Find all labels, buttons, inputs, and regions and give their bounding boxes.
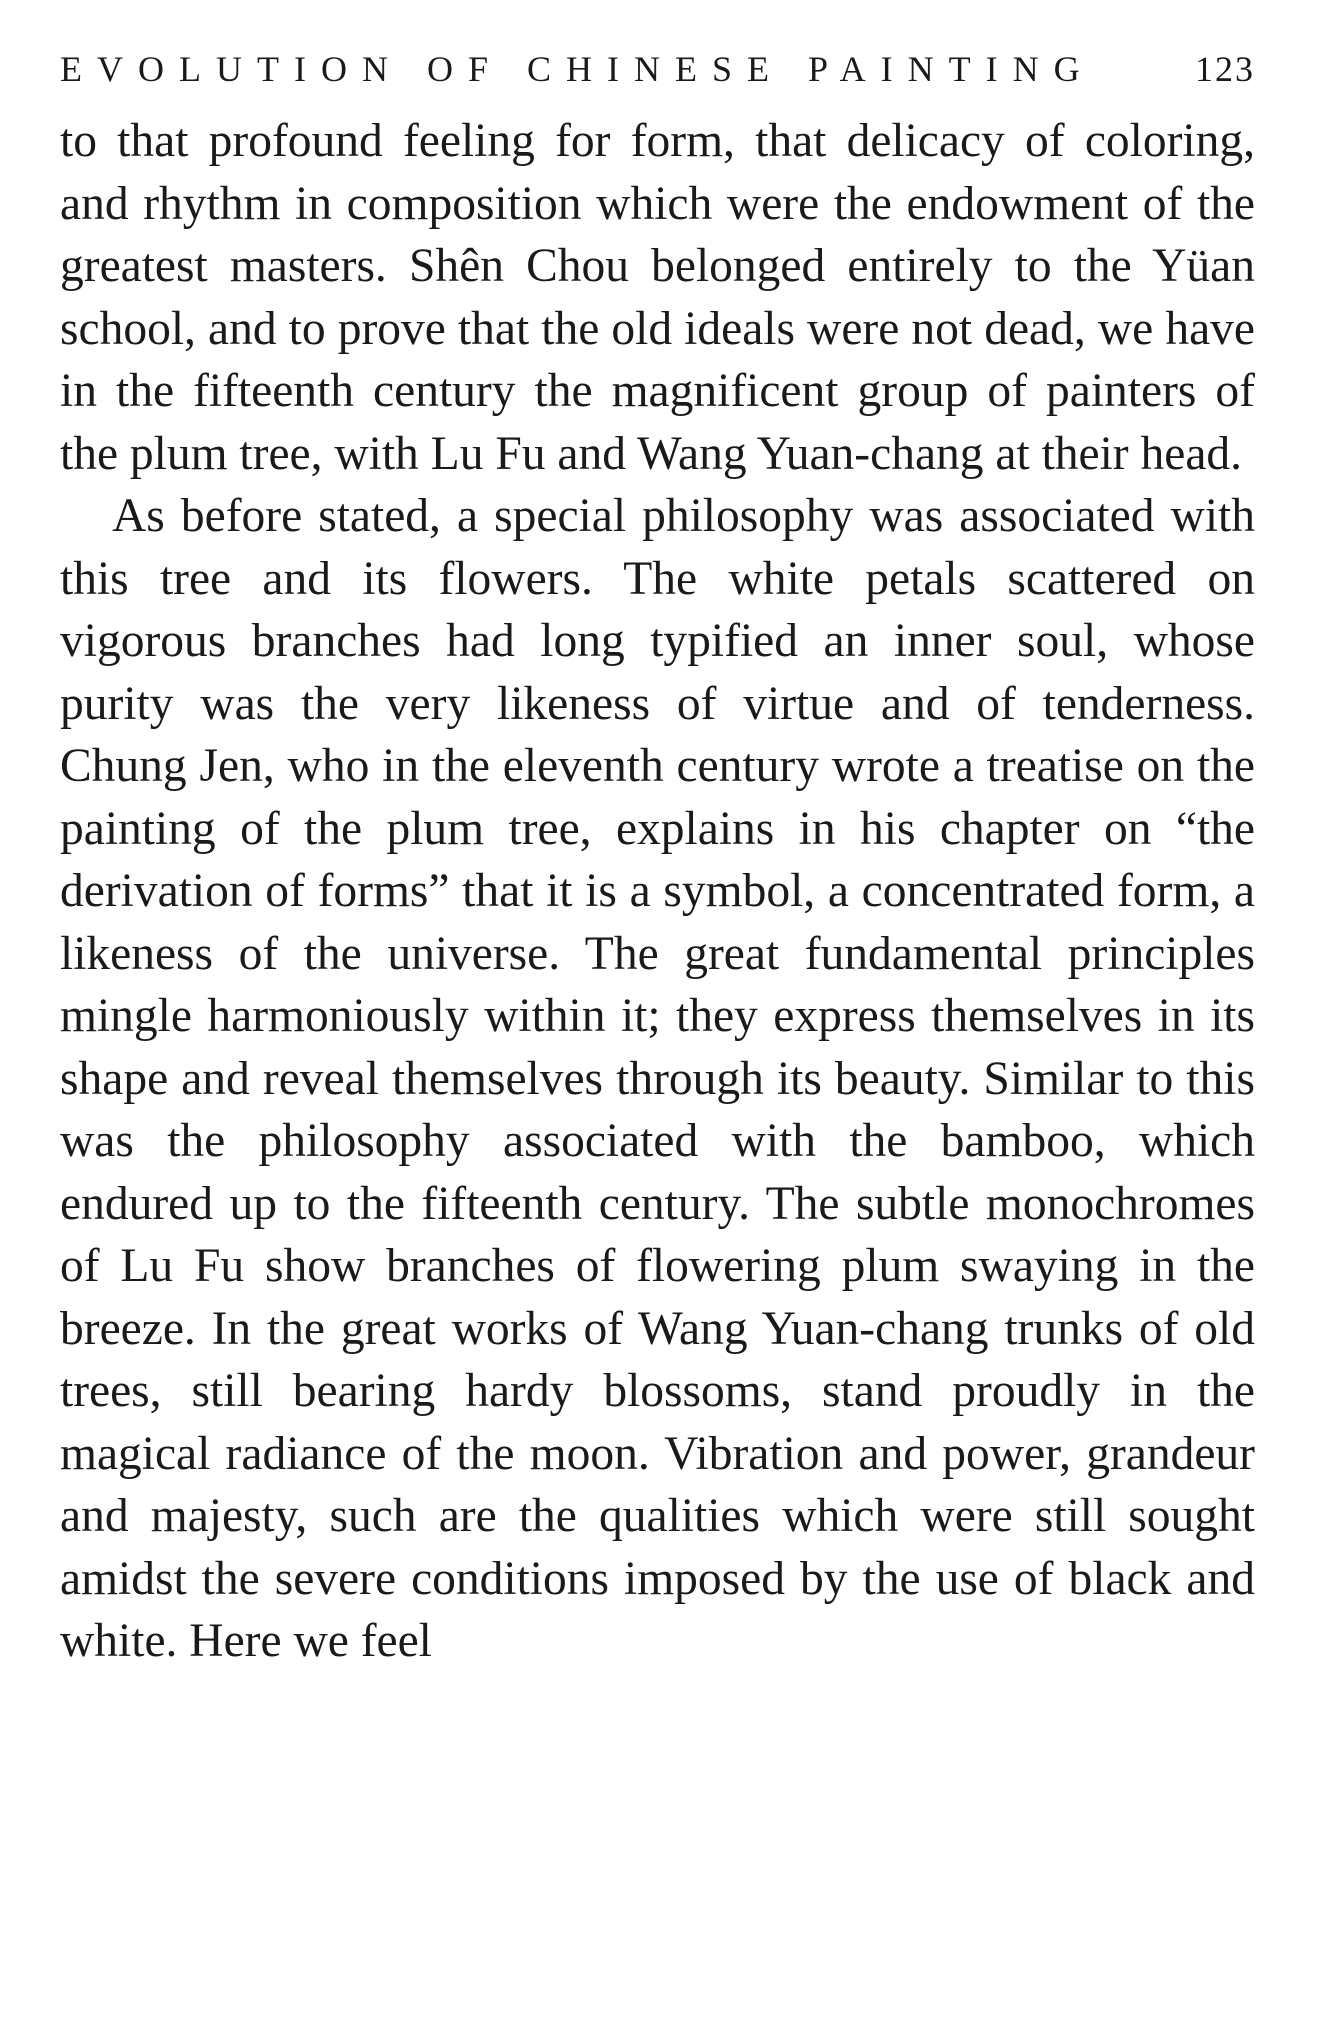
page-number: 123 [1195, 49, 1255, 89]
running-title: EVOLUTION OF CHINESE PAINTING [60, 49, 1095, 89]
running-header [60, 46, 1255, 110]
book-page [60, 46, 1255, 1673]
body-text [60, 110, 1255, 1673]
paragraph-continued: to that profound feeling for form, that delicacy of coloring, and rhythm in composition which were the endowment of the greatest masters. Shên Chou belonged entirely to the Yüan school, and to prove that the old ideals were not dead, we have in the fifteenth century the magnificent group of painters of the plum tree, with Lu Fu and Wang Yuan-chang at their head. [60, 115, 1255, 480]
paragraph: As before stated, a special philosophy was associated with this tree and its flowers. The white petals scattered on vigorous branches had long typified an inner soul, whose purity was the very likeness of virtue and of tenderness. Chung Jen, who in the eleventh century wrote a treatise on the painting of the plum tree, explains in his chapter on “the derivation of forms” that it is a symbol, a concentrated form, a likeness of the universe. The great fundamental principles mingle harmoniously within it; they express themselves in its shape and reveal themselves through its beauty. Similar to this was the philosophy associated with the bamboo, which endured up to the fifteenth century. The subtle monochromes of Lu Fu show branches of flowering plum swaying in the breeze. In the great works of Wang Yuan-chang trunks of old trees, still bearing hardy blossoms, stand proudly in the magical radiance of the moon. Vibration and power, grandeur and majesty, such are the qualities which were still sought amidst the severe conditions imposed by the use of black and white. Here we feel [60, 490, 1255, 1667]
